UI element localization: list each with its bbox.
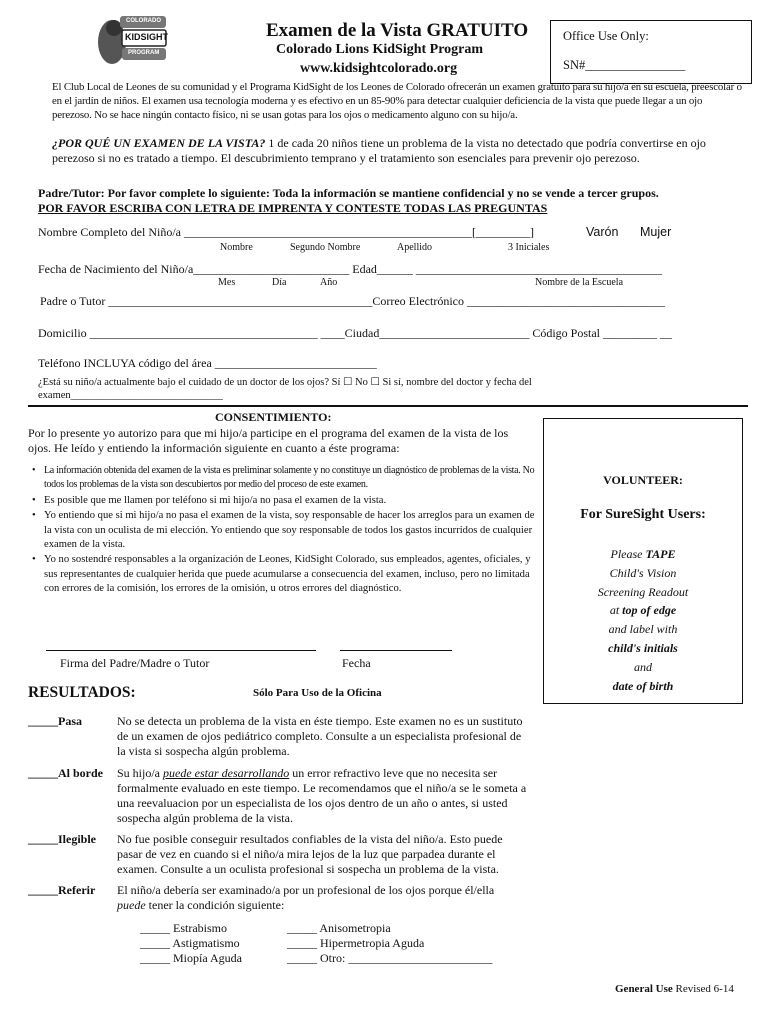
website: www.kidsightcolorado.org <box>300 61 458 76</box>
condition-anisometropia[interactable]: _____ Anisometropia <box>287 921 391 935</box>
program-name: Colorado Lions KidSight Program <box>276 42 484 57</box>
volunteer-subtitle: For SureSight Users: <box>580 507 706 522</box>
result-referir-label[interactable]: _____Referir <box>28 883 96 897</box>
condition-hipermetropia[interactable]: _____ Hipermetropia Aguda <box>287 936 425 950</box>
label-escuela: Nombre de la Escuela <box>535 277 624 288</box>
top-of-edge: top of edge <box>622 603 677 618</box>
result-pasa-label[interactable]: _____Pasa <box>28 714 82 728</box>
doctor-exam-field[interactable]: examen_____________________________ <box>38 390 223 401</box>
label-segundo-nombre: Segundo Nombre <box>290 242 361 253</box>
why-text: 1 de cada 20 niños tiene un problema de la vista no detectado que podría convertirse en ojo perezoso si no es tratado a tiempo. El descubrimiento temprano y el tratamiento son esenciales para prevenir ojo perezoso. <box>52 136 706 165</box>
office-use-box <box>550 20 752 84</box>
signature-label: Firma del Padre/Madre o Tutor <box>60 656 210 670</box>
date-of-birth: date of birth <box>612 678 674 693</box>
office-only-label: Sólo Para Uso de la Oficina <box>253 687 382 699</box>
label-ano: Año <box>320 277 338 288</box>
address-field[interactable]: Domicilio ______________________________________ ____Ciudad_________________________ Código Postal _________ __ <box>38 326 673 340</box>
consent-title: CONSENTIMIENTO: <box>215 410 332 424</box>
label-iniciales: 3 Iniciales <box>508 242 550 253</box>
result-pasa-text: No se detecta un problema de la vista en éste tiempo. Este examen no es un sustituto de un examen de ojos pediátrico completo. Consulte a un especialista profesional de la vista si sospecha algún problema. <box>117 714 523 758</box>
condition-estrabismo[interactable]: _____ Estrabismo <box>140 921 227 935</box>
logo-bottom-text: PROGRAM <box>128 50 160 56</box>
label-apellido: Apellido <box>397 242 432 253</box>
label-dia: Día <box>272 277 287 288</box>
office-use-label: Office Use Only: <box>563 29 649 43</box>
result-al-borde-label[interactable]: _____Al borde <box>28 766 103 780</box>
result-ilegible-text: No fue posible conseguir resultados confiables de la vista del niño/a. Esto puede pasar de vez en cuando si el niño/a mira lejos de la luz que parpadea durante el examen. Consulte a un oculista profesional si sospecha un problema de la vista. <box>117 832 503 876</box>
emphasis-text: puede estar desarrollando <box>163 766 290 780</box>
revision-footer: General Use Revised 6-14 <box>615 983 734 995</box>
form-instruction: Padre/Tutor: Por favor complete lo siguiente: Toda la información se mantiene confidencial y no se vende a tercer grupos. <box>38 186 659 200</box>
intro-paragraph: El Club Local de Leones de su comunidad y el Programa KidSight de los Leones de Colorado ofrecerán un examen gratuito para su hijo/a en su escuela, preescolar o en el jardín de niños. El examen usa tecnología moderna y es efectivo en un 85-90% para detectar cualquier deficiencia de la vista que puede llegar a un ojo perezoso. No se hace ningún contacto físico, ni se usan gotas para los ojos o medicamento alguno con su hijo/a. <box>52 81 742 121</box>
condition-otro[interactable]: _____ Otro: ________________________ <box>287 951 493 965</box>
consent-bullets <box>30 464 544 598</box>
form-instruction-print: POR FAVOR ESCRIBA CON LETRA DE IMPRENTA Y CONTESTE TODAS LAS PREGUNTAS <box>38 201 548 215</box>
why-question: ¿POR QUÉ UN EXAMEN DE LA VISTA? <box>52 136 266 150</box>
signature-line <box>46 650 316 651</box>
logo-main-text: KIDSIGHT <box>125 32 169 42</box>
date-label: Fecha <box>342 656 371 670</box>
consent-intro: Por lo presente yo autorizo para que mi hijo/a participe en el programa del examen de la vista de los ojos. He leído y entiendo la información siguiente en cuanto a éste programa: <box>28 426 509 455</box>
childs-initials: child's initials <box>608 640 678 655</box>
child-name-field[interactable]: Nombre Completo del Niño/a ________________________________________________[_________] <box>38 225 534 239</box>
label-nombre: Nombre <box>220 242 253 253</box>
volunteer-box <box>543 418 743 704</box>
female-option[interactable]: Mujer <box>640 225 672 239</box>
birth-date-field[interactable]: Fecha de Nacimiento del Niño/a__________________________ Edad______ _________________________________________ <box>38 262 662 276</box>
doctor-question[interactable]: ¿Está su niño/a actualmente bajo el cuidado de un doctor de los ojos? Sí ☐ No ☐ Si sí, nombre del doctor y fecha del <box>38 377 532 388</box>
logo-top-text: COLORADO <box>126 18 161 24</box>
tape-word: TAPE <box>645 547 676 561</box>
result-ilegible-label[interactable]: _____Ilegible <box>28 832 96 846</box>
sn-field[interactable]: SN#________________ <box>563 58 686 72</box>
section-divider <box>28 405 748 407</box>
volunteer-instruction: Please TAPE Child's Vision Screening Readout at top of edge and label with child's initials and date of birth <box>597 547 689 693</box>
result-referir-text: El niño/a debería ser examinado/a por un profesional de los ojos porque él/ella puede tener la condición siguiente: <box>117 883 495 912</box>
results-title: RESULTADOS: <box>28 684 136 701</box>
male-option[interactable]: Varón <box>586 225 619 239</box>
condition-astigmatismo[interactable]: _____ Astigmatismo <box>140 936 240 950</box>
label-mes: Mes <box>218 277 236 288</box>
result-al-borde-text: Su hijo/a puede estar desarrollando un error refractivo leve que no necesita ser formalmente evaluado en este tiempo. Le recomendamos que el niño/a se le someta a una reevaluacion por un especialista de los ojos dentro de un año o antes, si usted sospecha algún problema de la vista. <box>117 766 527 825</box>
kidsight-logo <box>90 10 170 70</box>
parent-email-field[interactable]: Padre o Tutor ____________________________________________Correo Electrónico _________________________________ <box>40 294 665 308</box>
volunteer-title: VOLUNTEER: <box>603 473 683 487</box>
consent-bullet: • La información obtenida del examen de la vista es preliminar solamente y no constituye un diagnóstico de problemas de la vista. No todos los problemas de la vista son descubiertos por medio del proceso de este examen. <box>44 464 544 493</box>
why-paragraph <box>52 136 742 165</box>
consent-bullet: • Es posible que me llamen por teléfono si mi hijo/a no pasa el examen de la vista. <box>44 494 544 508</box>
page-title: Examen de la Vista GRATUITO <box>266 20 529 41</box>
consent-bullet: • Yo entiendo que si mi hijo/a no pasa el examen de la vista, soy responsable de hacer los arreglos para un examen de la vista con un oculista de mi elección. Yo entiendo que soy responsable de todos los gastos incurridos de cualquier examen de la vista. <box>44 509 544 552</box>
condition-miopia[interactable]: _____ Miopía Aguda <box>140 951 242 965</box>
consent-bullet: • Yo no sostendré responsables a la organización de Leones, KidSight Colorado, sus empleados, agentes, oficiales, y sus representantes de cualquier herida que puede acumularse a consecuencia del examen, incluso, pero no limitada con errores de la comisión, los errores de la omisión, u otros errores del diagnóstico. <box>44 553 544 596</box>
date-line <box>340 650 452 651</box>
phone-field[interactable]: Teléfono INCLUYA código del área ___________________________ <box>38 356 377 370</box>
